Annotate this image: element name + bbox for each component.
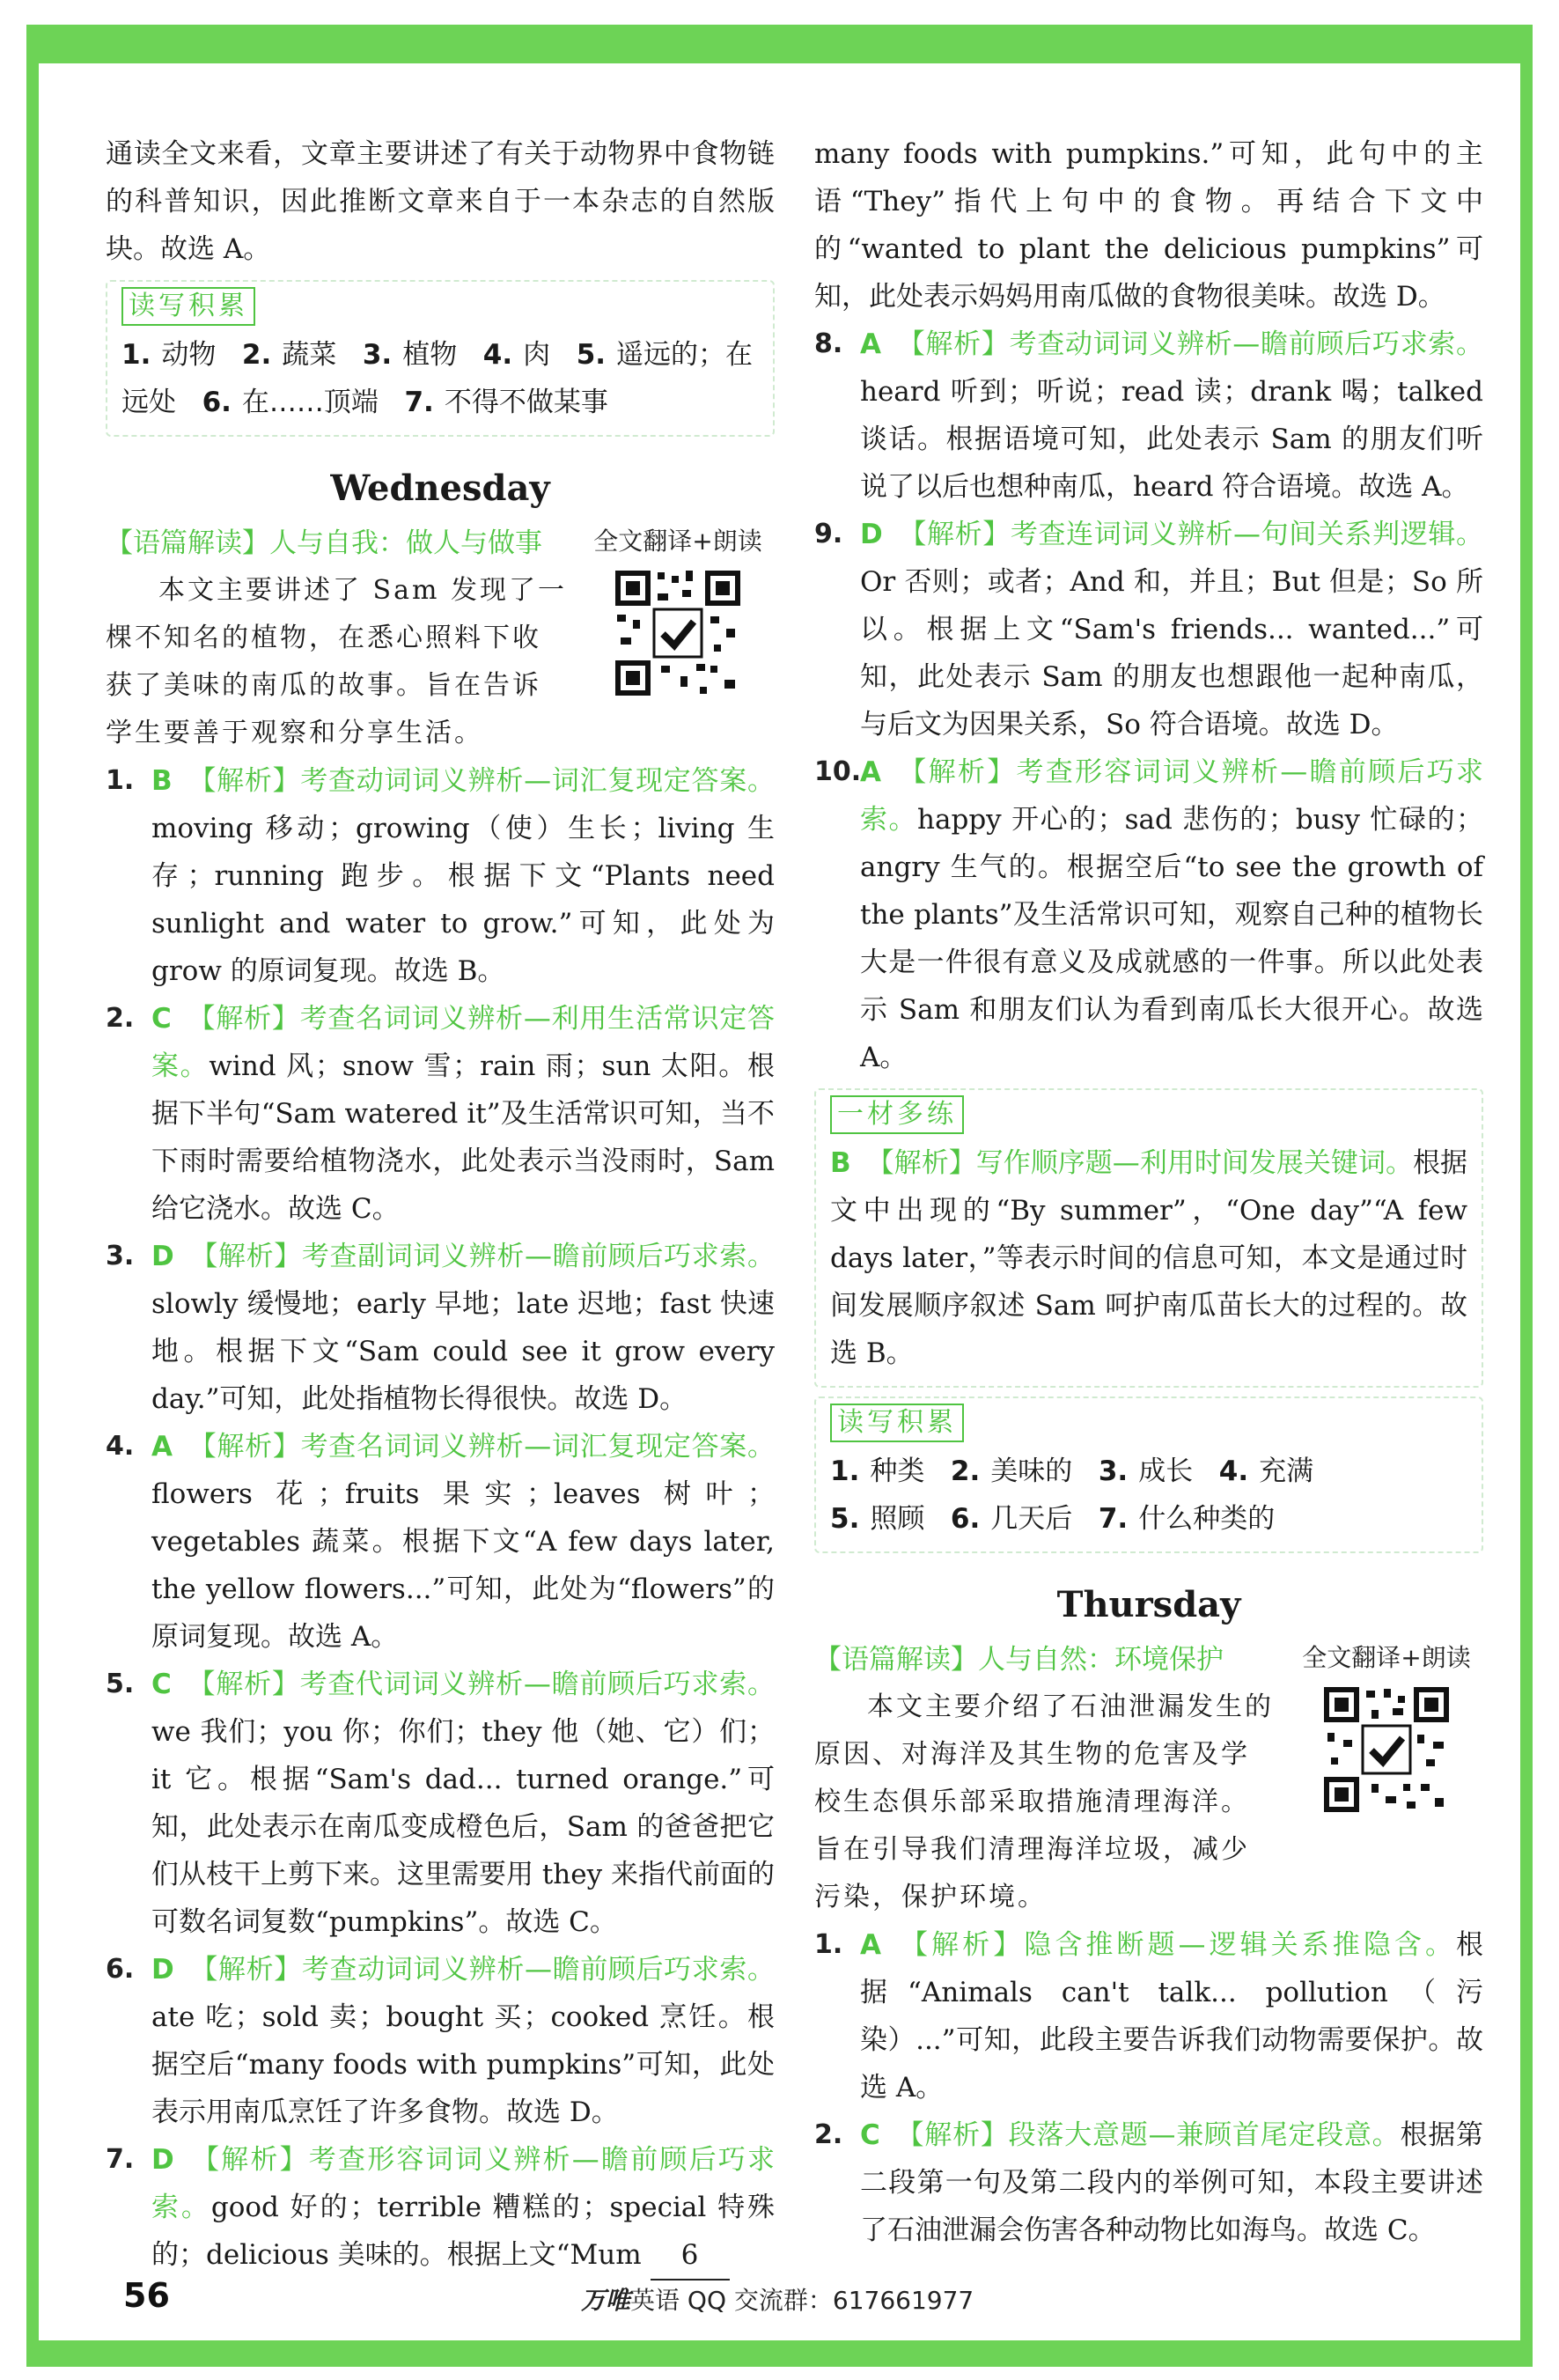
top-border (26, 25, 1533, 63)
right-border (1520, 25, 1533, 2363)
qr-block (581, 519, 775, 703)
vocab-list (830, 1448, 1467, 1543)
vocab-item: 6. 在……顶端 (202, 387, 379, 418)
practice-box-label: 一材多练 (830, 1095, 964, 1134)
vocab-item: 7. 不得不做某事 (404, 387, 608, 418)
question-item: 8. A 【解析】考查动词词义辨析—瞻前顾后巧求索。heard 听到；听说；read 读；drank 喝；talked 谈话。根据语境可知，此处表示 Sam 的朋友们听说了以后也想种南瓜，heard 符合语境。故选 A。 (814, 328, 1483, 503)
question-item: 1. B 【解析】考查动词词义辨析—词汇复现定答案。moving 移动；growing（使）生长；living 生存；running 跑步。根据下文“Plants need sunlight and water to grow.”可知，此处为 grow 的原词复现。故选 B。 (106, 765, 775, 987)
vocab-item: 2. 美味的 (950, 1455, 1073, 1487)
vocab-item: 2. 蔬菜 (241, 339, 337, 371)
bottom-border (26, 2340, 1533, 2367)
qr-label: 全文翻译+朗读 (1302, 1643, 1471, 1672)
intro-text: 本文主要介绍了石油泄漏发生的原因、对海洋及其生物的危害及学校生态俱乐部采取措施清理海洋。旨在引导我们清理海洋垃圾，减少污染，保护环境。 (814, 1691, 1274, 1912)
continued-marker: 6 (651, 2231, 730, 2281)
vocab-item: 4. 肉 (482, 339, 551, 371)
question-item: 1. A 【解析】隐含推断题—逻辑关系推隐含。根据“Animals can't talk... pollution（污染）...”可知，此段主要告诉我们动物需要保护。故选 A。 (814, 1929, 1483, 2104)
question-item: 4. A 【解析】考查名词词义辨析—词汇复现定答案。flowers 花；fruits 果实；leaves 树叶；vegetables 蔬菜。根据下文“A few days later, the yellow flowers...”可知，此处为“flowers”的原词复现。故选 A。 (106, 1431, 775, 1653)
question-item: 6. D 【解析】考查动词词义辨析—瞻前顾后巧求索。ate 吃；sold 卖；bought 买；cooked 烹饪。根据空后“many foods with pumpkins”可知，此处表示用南瓜烹饪了许多食物。故选 D。 (106, 1954, 775, 2128)
vocab-box-2 (814, 1396, 1483, 1553)
vocab-item: 7. 什么种类的 (1098, 1503, 1276, 1535)
passage-intro (106, 519, 775, 757)
left-column (106, 130, 775, 2281)
question-item: 3. D 【解析】考查副词词义辨析—瞻前顾后巧求索。slowly 缓慢地；early 早地；late 迟地；fast 快速地。根据下文“Sam could see it grow every day.”可知，此处指植物长得很快。故选 D。 (106, 1241, 775, 1415)
vocab-list (121, 331, 759, 426)
vocab-item: 1. 种类 (830, 1455, 925, 1487)
vocab-item: 5. 照顾 (830, 1503, 925, 1535)
passage-intro (814, 1636, 1483, 1921)
question-item: 2. C 【解析】考查名词词义辨析—利用生活常识定答案。wind 风；snow 雪；rain 雨；sun 太阳。根据下半句“Sam watered it”及生活常识可知，当不下雨时需要给植物浇水，此处表示当没雨时，Sam 给它浇水。故选 C。 (106, 1003, 775, 1225)
right-column (814, 130, 1483, 2254)
practice-text: B 【解析】写作顺序题—利用时间发展关键词。根据文中出现的“By summer”，“One day”“A few days later，”等表示时间的信息可知，本文是通过时间发展顺序叙述 Sam 呵护南瓜苗长大的过程的。故选 B。 (830, 1147, 1468, 1369)
vocab-item: 1. 动物 (121, 339, 217, 371)
vocab-item: 3. 成长 (1098, 1455, 1194, 1487)
page-footer (0, 2276, 1559, 2329)
day-title-wednesday: Wednesday (330, 468, 550, 509)
intro-tag: 【语篇解读】人与自我：做人与做事 (106, 527, 542, 559)
qr-block (1290, 1636, 1483, 1819)
day-title-thursday: Thursday (1056, 1584, 1241, 1625)
continued-paragraph: many foods with pumpkins.”可知，此句中的主语“They”指代上句中的食物。再结合下文中的“wanted to plant the delicious pumpkins”可知，此处表示妈妈用南瓜做的食物很美味。故选 D。 (814, 138, 1483, 313)
question-item: 9. D 【解析】考查连词词义辨析—句间关系判逻辑。Or 否则；或者；And 和，并且；But 但是；So 所以。根据上文“Sam's friends... wanted...”可知，此处表示 Sam 的朋友也想跟他一起种南瓜，与后文为因果关系，So 符合语境。故选 D。 (814, 519, 1483, 741)
page-number: 56 (123, 2276, 170, 2315)
intro-text: 本文主要讲述了 Sam 发现了一棵不知名的植物，在悉心照料下收获了美味的南瓜的故事。旨在告诉学生要善于观察和分享生活。 (106, 575, 567, 748)
vocab-item: 6. 几天后 (950, 1503, 1073, 1535)
intro-conclusion-paragraph: 通读全文来看，文章主要讲述了有关于动物界中食物链的科普知识，因此推断文章来自于一本杂志的自然版块。故选 A。 (106, 138, 775, 265)
question-item: 2. C 【解析】段落大意题—兼顾首尾定段意。根据第二段第一句及第二段内的举例可知，本段主要讲述了石油泄漏会伤害各种动物比如海鸟。故选 C。 (814, 2119, 1483, 2246)
vocab-item: 5. 遥远的；在远处 (121, 339, 754, 418)
vocab-box-1 (106, 280, 775, 437)
intro-tag: 【语篇解读】人与自然：环境保护 (814, 1644, 1224, 1676)
qr-code-icon[interactable] (612, 567, 744, 699)
brand-logo: 万唯 (581, 2286, 631, 2315)
footer-note (581, 2281, 974, 2317)
question-item: 10. A 【解析】考查形容词词义辨析—瞻前顾后巧求索。happy 开心的；sad 悲伤的；busy 忙碌的；angry 生气的。根据空后“to see the growth of the plants”及生活常识可知，观察自己种的植物长大是一件很有意义及成就感的一件事。所以此处表示 Sam 和朋友们认为看到南瓜长大很开心。故选 A。 (814, 756, 1483, 1073)
question-item: 7. D 【解析】考查形容词词义辨析—瞻前顾后巧求索。good 好的；terrible 糟糕的；special 特殊的；delicious 美味的。根据上文“Mum 6 (106, 2136, 775, 2281)
practice-box (814, 1088, 1483, 1388)
vocab-item: 3. 植物 (362, 339, 458, 371)
qr-code-icon[interactable] (1320, 1684, 1452, 1816)
vocab-box-label: 读写积累 (830, 1404, 964, 1442)
left-border (26, 25, 39, 2363)
qr-label: 全文翻译+朗读 (593, 527, 762, 556)
qq-group-note: 英语 QQ 交流群：617661977 (630, 2286, 974, 2315)
vocab-box-label: 读写积累 (121, 287, 255, 326)
question-item: 5. C 【解析】考查代词词义辨析—瞻前顾后巧求索。we 我们；you 你；你们；they 他（她、它）们；it 它。根据“Sam's dad... turned orange.”可知，此处表示在南瓜变成橙色后，Sam 的爸爸把它们从枝干上剪下来。这里需要用 they 来指代前面的可数名词复数“pumpkins”。故选 C。 (106, 1669, 775, 1938)
vocab-item: 4. 充满 (1218, 1455, 1314, 1487)
